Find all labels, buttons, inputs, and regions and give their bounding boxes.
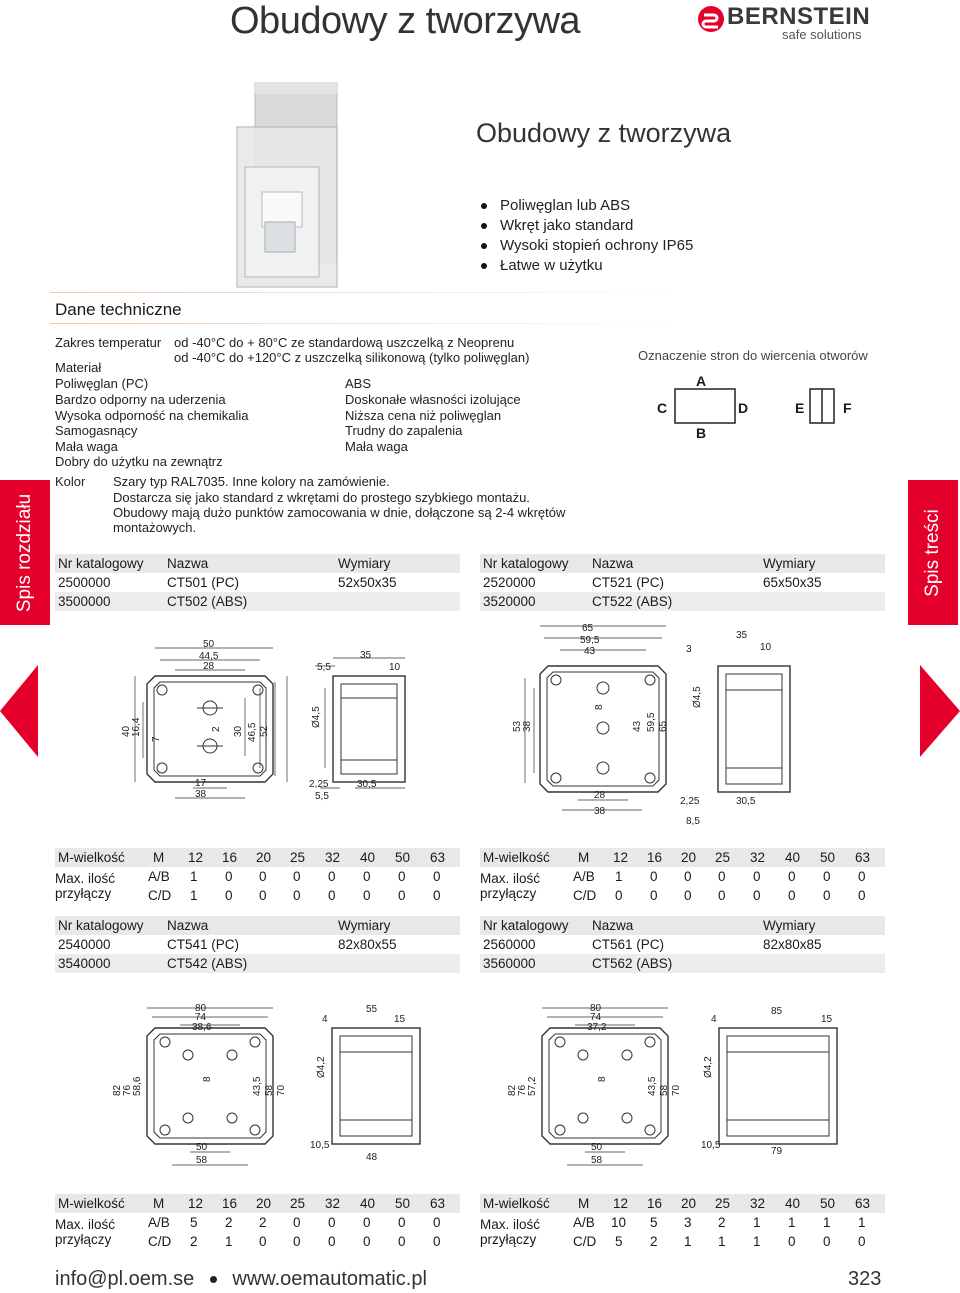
dim-label: Ø4,5 <box>311 706 322 728</box>
drawing-ct501 <box>115 638 415 808</box>
footer-email[interactable]: info@pl.oem.se <box>55 1268 195 1290</box>
dim-label: 74 <box>590 1012 602 1023</box>
dim-label: 8 <box>597 1076 608 1082</box>
next-page-arrow-icon[interactable] <box>920 665 960 757</box>
side-label-e: E <box>795 400 805 416</box>
dim-label: 43 <box>632 720 643 732</box>
dim-label: 10 <box>389 662 401 673</box>
side-label-b: B <box>696 425 707 441</box>
dim-label: 8 <box>202 1076 213 1082</box>
drawing-dimensions <box>512 623 772 827</box>
dim-label: 48 <box>366 1152 378 1163</box>
dim-label: 2 <box>211 726 222 732</box>
dim-label: Ø4,2 <box>703 1056 714 1078</box>
dim-label: 38,6 <box>192 1022 212 1033</box>
mw-header: M-wielkość M 12 16 20 25 32 40 50 63 <box>480 848 885 867</box>
dim-label: 76 <box>122 1084 133 1096</box>
bullet-separator <box>210 1276 217 1283</box>
chapter-index-tab[interactable]: Spis rozdziału <box>0 480 50 625</box>
dim-label: 3 <box>686 644 692 655</box>
table-row: 2540000 CT541 (PC) 82x80x55 <box>58 937 397 952</box>
dim-label: 40 <box>121 725 132 737</box>
section-divider <box>50 323 690 324</box>
dim-label: 17 <box>195 778 207 789</box>
dim-label: 15 <box>394 1014 406 1025</box>
dim-label: 85 <box>771 1006 783 1017</box>
dim-label: 55 <box>366 1004 378 1015</box>
sides-title: Oznaczenie stron do wiercenia otworów <box>638 348 868 363</box>
drawing-ct541 <box>110 1000 430 1170</box>
dim-label: 4 <box>711 1014 717 1025</box>
material-label: Materiał <box>55 360 102 375</box>
table-row: 3520000 CT522 (ABS) <box>480 592 885 611</box>
feature-item: Poliwęglan lub ABS <box>478 196 693 216</box>
pc-prop: Dobry do użytku na zewnątrz <box>55 454 223 469</box>
dim-label: 82 <box>507 1084 518 1096</box>
mounting-note-2: Obudowy mają dużo punktów zamocowania w dnie, dołączone są 2-4 wkrętów <box>113 505 566 520</box>
dim-label: Ø4,5 <box>692 686 703 708</box>
sides-diagram <box>650 372 860 442</box>
dim-label: 80 <box>195 1003 207 1014</box>
dim-label: 38 <box>522 720 533 732</box>
mounting-note-1: Dostarcza się jako standard z wkrętami do prostego szybkiego montażu. <box>113 490 530 505</box>
mw-row-ab: A/B 10 5 3 2 1 1 1 1 <box>573 1215 866 1230</box>
table-row: 2560000 CT561 (PC) 82x80x85 <box>483 937 822 952</box>
mw-header: M-wielkość M 12 16 20 25 32 40 50 63 <box>55 1194 460 1213</box>
dim-label: 53 <box>512 720 523 732</box>
section-divider <box>50 292 690 293</box>
dim-label: 2,25 <box>309 779 329 790</box>
dim-label: 58 <box>591 1155 603 1166</box>
intro-title: Obudowy z tworzywa <box>476 118 732 148</box>
side-label-a: A <box>696 373 707 389</box>
dim-label: 59,5 <box>580 635 600 646</box>
dim-label: 30 <box>233 725 244 737</box>
feature-item: Wysoki stopień ochrony IP65 <box>478 236 693 256</box>
dim-label: 10,5 <box>701 1140 721 1151</box>
mw-label: Max. ilość przyłączy <box>55 1217 116 1247</box>
abs-prop: Trudny do zapalenia <box>345 423 463 438</box>
bernstein-logo-icon <box>697 4 725 34</box>
dim-label: 5,5 <box>317 662 331 673</box>
abs-props <box>345 392 521 454</box>
dim-label: 59,5 <box>646 712 657 732</box>
abs-prop: Niższa cena niż poliwęglan <box>345 407 502 423</box>
dim-label: 10,5 <box>310 1140 330 1151</box>
mw-row-ab: A/B 5 2 2 0 0 0 0 0 <box>148 1215 441 1230</box>
dim-label: 43,5 <box>647 1076 658 1096</box>
mw-row-cd: C/D 5 2 1 1 1 0 0 0 <box>573 1234 866 1249</box>
dim-label: 50 <box>196 1142 208 1153</box>
pc-prop: Bardzo odporny na uderzenia <box>55 392 226 407</box>
dim-label: 43,5 <box>252 1076 263 1096</box>
dim-label: 28 <box>594 790 606 801</box>
dim-label: 15 <box>821 1014 833 1025</box>
dim-label: 43 <box>584 646 596 657</box>
temp-label: Zakres temperatur <box>55 335 162 350</box>
dim-label: 57,2 <box>527 1076 538 1096</box>
dim-label: 5,5 <box>315 791 329 802</box>
abs-prop: Doskonałe własności izolujące <box>345 392 521 407</box>
pc-prop: Samogasnący <box>55 423 138 438</box>
table-row: 2520000 CT521 (PC) 65x50x35 <box>483 575 822 590</box>
drawing-ct521 <box>500 618 800 828</box>
product-photo <box>217 82 357 292</box>
contents-tab[interactable]: Spis treści <box>908 480 958 625</box>
mounting-note-3: montażowych. <box>113 520 197 535</box>
table-row: 3540000 CT542 (ABS) <box>55 954 460 973</box>
dim-label: 7 <box>151 736 162 742</box>
mw-label: Max. ilość przyłączy <box>55 871 116 901</box>
dim-label: 30,5 <box>357 779 377 790</box>
product-table-header: Nr katalogowy Nazwa Wymiary <box>55 916 460 935</box>
dim-label: 46,5 <box>247 722 258 742</box>
dim-label: 35 <box>736 630 748 641</box>
dim-label: 38 <box>594 806 606 817</box>
dim-label: 50 <box>591 1142 603 1153</box>
dim-label: 8,5 <box>686 816 700 827</box>
dim-label: 58 <box>659 1084 670 1096</box>
side-label-c: C <box>657 400 668 416</box>
product-table-header: Nr katalogowy Nazwa Wymiary <box>55 554 460 573</box>
dim-label: 35 <box>360 650 372 661</box>
dim-label: 8 <box>594 704 605 710</box>
dim-label: 79 <box>771 1146 783 1157</box>
page-header-title: Obudowy z tworzywa <box>230 0 581 42</box>
dim-label: 30,5 <box>736 796 756 807</box>
feature-item: Łatwe w użytku <box>478 256 693 276</box>
abs-prop: Mała waga <box>345 438 408 454</box>
tech-section-title: Dane techniczne <box>55 300 182 319</box>
table-row: 3560000 CT562 (ABS) <box>480 954 885 973</box>
dim-label: 65 <box>582 623 594 634</box>
footer-contact <box>55 1268 427 1291</box>
dim-label: 70 <box>276 1084 287 1096</box>
mw-label: Max. ilość przyłączy <box>480 1217 541 1247</box>
dim-label: 44,5 <box>199 651 219 662</box>
page-number: 323 <box>848 1268 882 1290</box>
mw-label: Max. ilość przyłączy <box>480 871 541 901</box>
dim-label: 82 <box>112 1084 123 1096</box>
dim-label: 58,6 <box>132 1076 143 1096</box>
dim-label: 37,2 <box>587 1022 607 1033</box>
mw-row-ab: A/B 1 0 0 0 0 0 0 0 <box>148 869 441 884</box>
temp-value-1: od -40°C do + 80°C ze standardową uszczelką z Neoprenu <box>174 335 515 350</box>
feature-item: Wkręt jako standard <box>478 216 693 236</box>
dim-label: 38 <box>195 789 207 800</box>
dim-label: 52 <box>259 725 270 737</box>
logo-tagline: safe solutions <box>782 27 862 42</box>
mw-row-cd: C/D 1 0 0 0 0 0 0 0 <box>148 888 441 903</box>
table-row: 3500000 CT502 (ABS) <box>55 592 460 611</box>
dim-label: 2,25 <box>680 796 700 807</box>
product-table-header: Nr katalogowy Nazwa Wymiary <box>480 554 885 573</box>
mw-row-cd: C/D 2 1 0 0 0 0 0 0 <box>148 1234 441 1249</box>
dim-label: 4 <box>322 1014 328 1025</box>
dim-label: 10 <box>760 642 772 653</box>
abs-title: ABS <box>345 376 372 391</box>
mw-header: M-wielkość M 12 16 20 25 32 40 50 63 <box>480 1194 885 1213</box>
color-value: Szary typ RAL7035. Inne kolory na zamówienie. <box>113 474 390 489</box>
product-table-header: Nr katalogowy Nazwa Wymiary <box>480 916 885 935</box>
side-label-f: F <box>843 400 852 416</box>
prev-page-arrow-icon[interactable] <box>0 665 40 757</box>
dim-label: 74 <box>195 1012 207 1023</box>
dim-label: 80 <box>590 1003 602 1014</box>
feature-list <box>478 196 693 276</box>
pc-prop: Wysoka odporność na chemikalia <box>55 407 249 423</box>
dim-label: 76 <box>517 1084 528 1096</box>
logo-wordmark: BERNSTEIN <box>727 3 871 30</box>
drawing-ct561 <box>505 1000 845 1170</box>
dim-label: Ø4,2 <box>316 1056 327 1078</box>
mw-header: M-wielkość M 12 16 20 25 32 40 50 63 <box>55 848 460 867</box>
dim-label: 28 <box>203 661 215 672</box>
temp-value-2: od -40°C do +120°C z uszczelką silikonową (tylko poliwęglan) <box>174 350 530 365</box>
dim-label: 58 <box>196 1155 208 1166</box>
dim-label: 58 <box>264 1084 275 1096</box>
pc-prop: Mała waga <box>55 438 118 454</box>
dim-label: 70 <box>671 1084 682 1096</box>
dim-label: 50 <box>203 639 215 650</box>
footer-website[interactable]: www.oemautomatic.pl <box>232 1268 427 1290</box>
table-row: 2500000 CT501 (PC) 52x50x35 <box>58 575 397 590</box>
mw-row-cd: C/D 0 0 0 0 0 0 0 0 <box>573 888 866 903</box>
pc-props <box>55 392 249 470</box>
mw-row-ab: A/B 1 0 0 0 0 0 0 0 <box>573 869 866 884</box>
color-label: Kolor <box>55 474 86 489</box>
drawing-dimensions <box>121 639 401 802</box>
pc-title: Poliwęglan (PC) <box>55 376 149 391</box>
dim-label: 16,4 <box>131 717 142 737</box>
side-label-d: D <box>738 400 749 416</box>
dim-label: 65 <box>658 720 669 732</box>
